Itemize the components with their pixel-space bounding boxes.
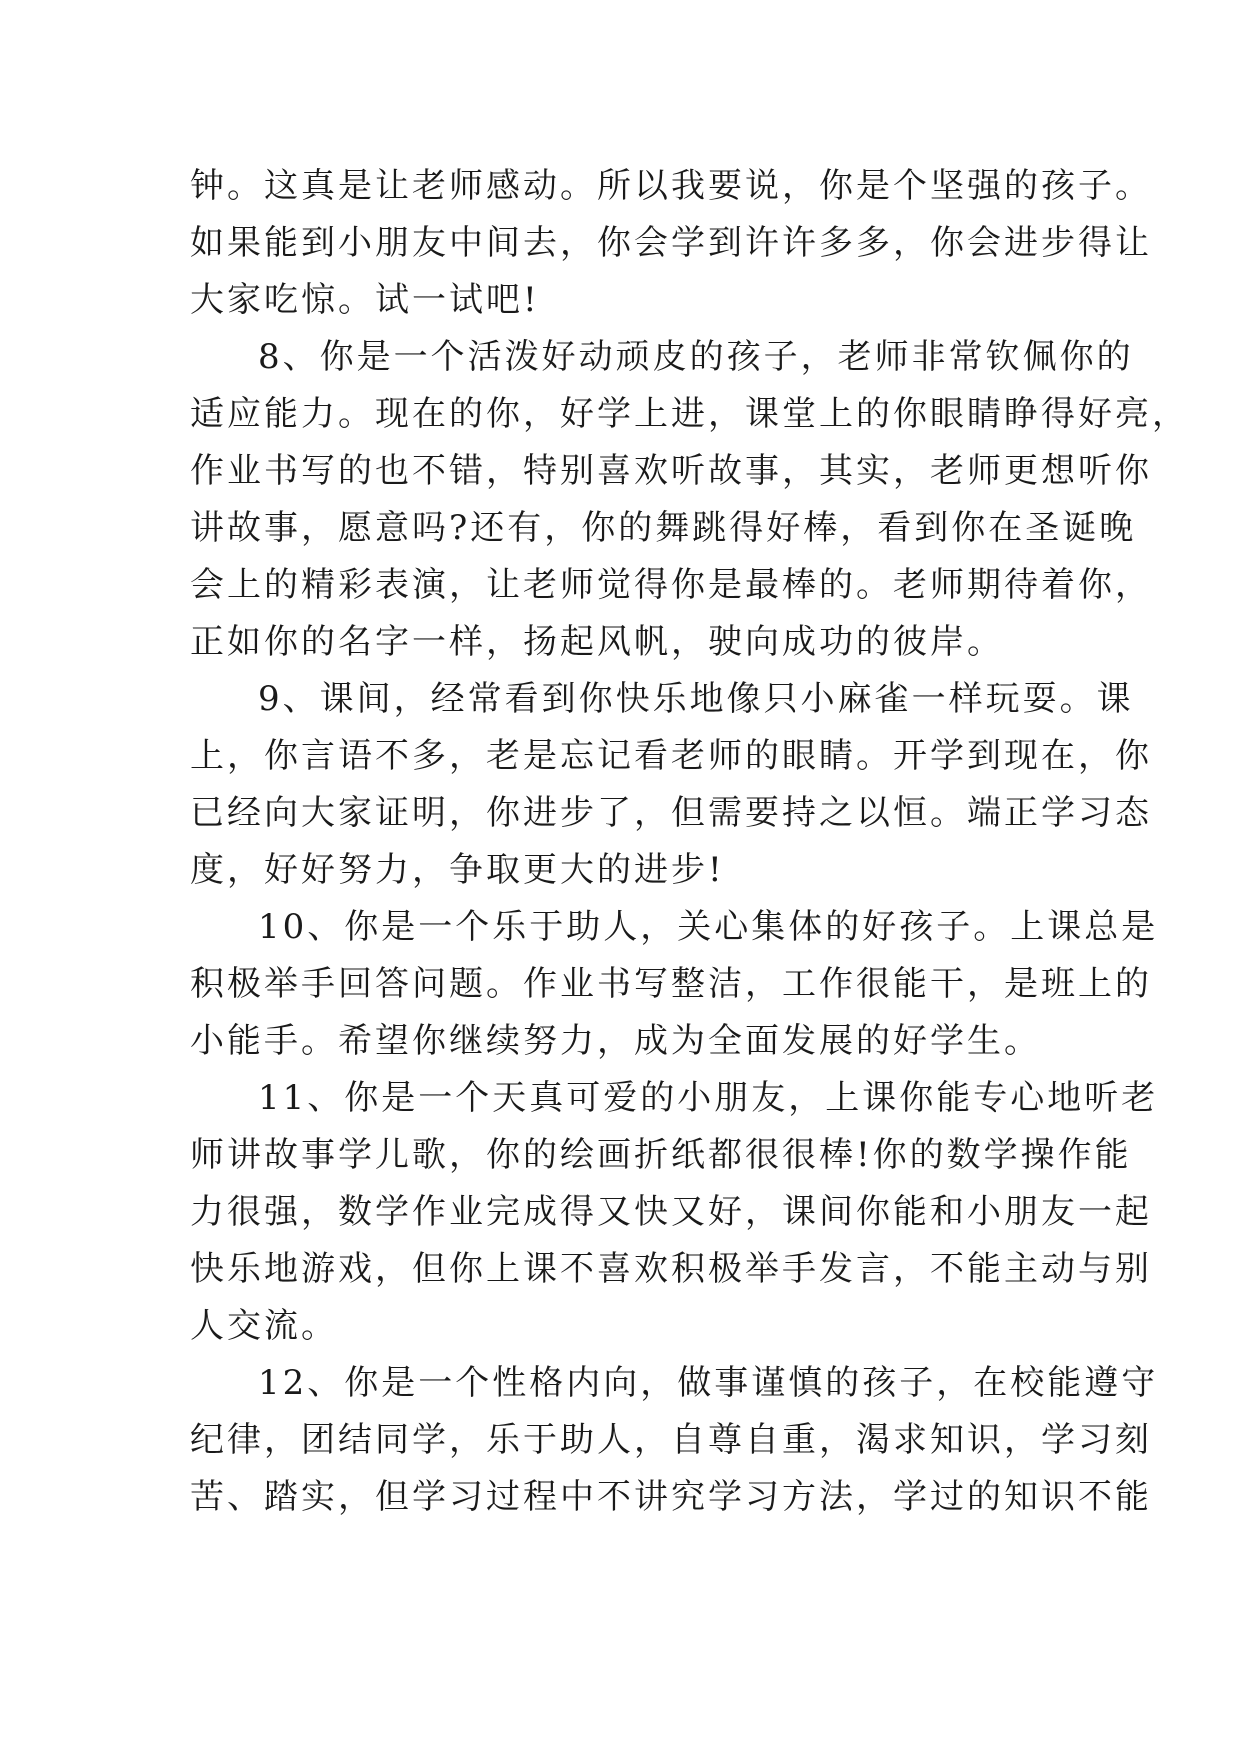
text-line: 小能手。希望你继续努力，成为全面发展的好学生。	[190, 1021, 1041, 1061]
text-line: 作业书写的也不错，特别喜欢听故事，其实，老师更想听你	[190, 451, 1152, 491]
text-line: 力很强，数学作业完成得又快又好，课间你能和小朋友一起	[190, 1192, 1152, 1232]
text-line: 积极举手回答问题。作业书写整洁，工作很能干，是班上的	[190, 964, 1152, 1004]
text-line: 快乐地游戏，但你上课不喜欢积极举手发言，不能主动与别	[190, 1249, 1152, 1289]
text-line: 已经向大家证明，你进步了，但需要持之以恒。端正学习态	[190, 793, 1152, 833]
paragraph-start-line: 9、课间，经常看到你快乐地像只小麻雀一样玩耍。课	[258, 679, 1134, 719]
text-line: 会上的精彩表演，让老师觉得你是最棒的。老师期待着你，	[190, 565, 1152, 605]
paragraph-start-line: 11、你是一个天真可爱的小朋友，上课你能专心地听老	[258, 1078, 1159, 1118]
text-line: 讲故事，愿意吗?还有，你的舞跳得好棒，看到你在圣诞晚	[190, 508, 1137, 548]
text-line: 度，好好努力，争取更大的进步!	[190, 850, 725, 890]
text-line: 苦、踏实，但学习过程中不讲究学习方法，学过的知识不能	[190, 1477, 1152, 1517]
paragraph-start-line: 10、你是一个乐于助人，关心集体的好孩子。上课总是	[258, 907, 1159, 947]
paragraph-start-line: 12、你是一个性格内向，做事谨慎的孩子，在校能遵守	[258, 1363, 1159, 1403]
text-line: 正如你的名字一样，扬起风帆，驶向成功的彼岸。	[190, 622, 1004, 662]
text-line: 师讲故事学儿歌，你的绘画折纸都很很棒!你的数学操作能	[190, 1135, 1132, 1175]
text-line: 人交流。	[190, 1306, 338, 1346]
text-line: 上，你言语不多，老是忘记看老师的眼睛。开学到现在，你	[190, 736, 1152, 776]
text-line: 适应能力。现在的你，好学上进，课堂上的你眼睛睁得好亮，	[190, 394, 1189, 434]
document-body	[190, 158, 1189, 1526]
text-line: 纪律，团结同学，乐于助人，自尊自重，渴求知识，学习刻	[190, 1420, 1152, 1460]
text-line: 钟。这真是让老师感动。所以我要说，你是个坚强的孩子。	[190, 166, 1152, 206]
text-line: 如果能到小朋友中间去，你会学到许许多多，你会进步得让	[190, 223, 1152, 263]
paragraph-start-line: 8、你是一个活泼好动顽皮的孩子，老师非常钦佩你的	[258, 337, 1134, 377]
text-line: 大家吃惊。试一试吧!	[190, 280, 540, 320]
